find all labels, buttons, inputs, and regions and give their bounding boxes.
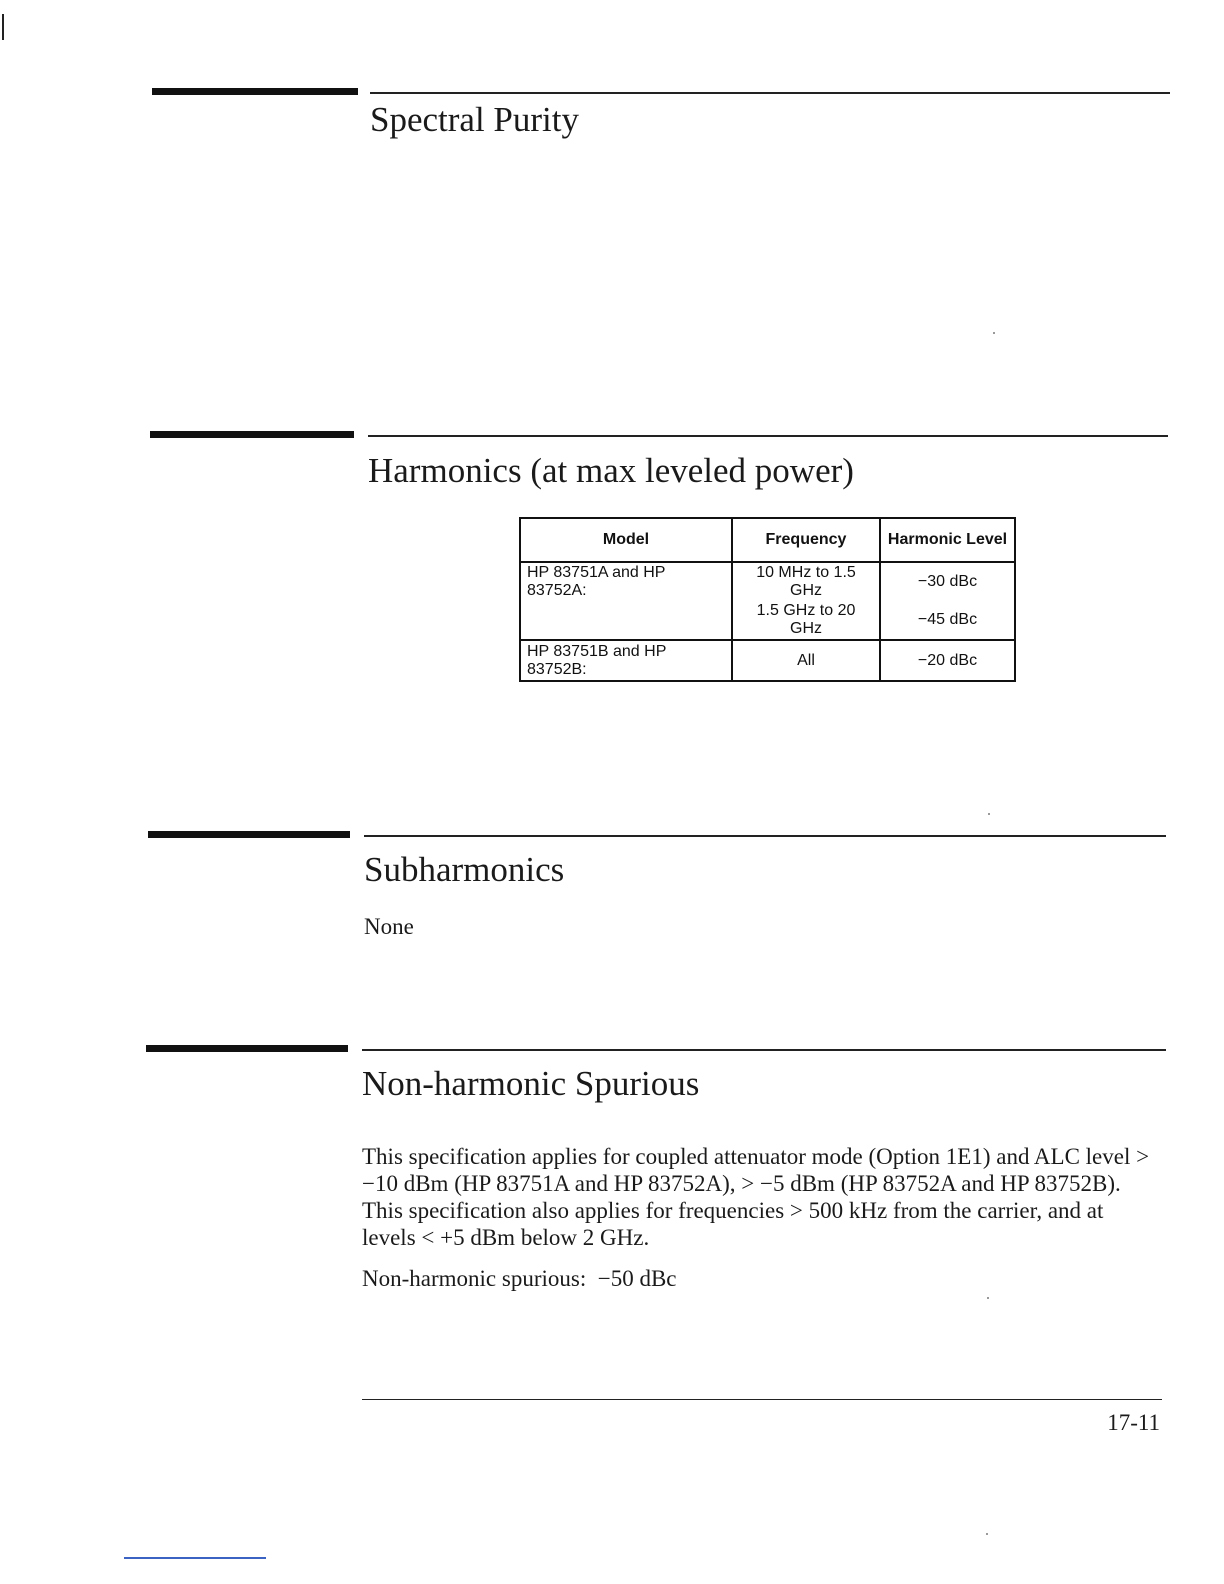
cell-model: HP 83751A and HP 83752A: [520,562,732,601]
cell-frequency: 10 MHz to 1.5 GHz [732,562,880,601]
section-rule-thin [370,92,1170,94]
section-rule-thick [150,431,354,438]
spectral-purity-title: Spectral Purity [370,100,579,139]
table-row [520,601,1015,640]
section-rule-thin [362,1049,1166,1051]
harmonics-table [519,517,1016,682]
footer-rule [362,1399,1162,1400]
page-number: 17-11 [1107,1410,1160,1435]
cell-frequency: 1.5 GHz to 20 GHz [732,601,880,640]
header-frequency: Frequency [732,518,880,562]
subharmonics-value: None [364,914,414,939]
header-harmonic-level: Harmonic Level [880,518,1015,562]
cell-model: HP 83751B and HP 83752B: [520,640,732,681]
table-header-row [520,518,1015,562]
scan-speck [988,813,990,815]
cell-harmonic-level: −20 dBc [880,640,1015,681]
non-harmonic-title: Non-harmonic Spurious [362,1064,700,1103]
harmonics-title: Harmonics (at max leveled power) [368,451,854,490]
scan-speck [987,1297,989,1299]
cell-model [520,601,732,640]
section-rule-thin [364,835,1166,837]
non-harmonic-description: This specification applies for coupled attenuator mode (Option 1E1) and ALC level > −10 dBm (HP 83751A and HP 83752A), > −5 dBm (HP 83752A and HP 83752B). This specification also applies for frequencies > 500 kHz from the carrier, and at levels < +5 dBm below 2 GHz. [362,1144,1150,1250]
scan-speck [993,332,995,334]
cell-harmonic-level: −45 dBc [880,601,1015,640]
scan-speck [986,1533,988,1535]
section-rule-thin [368,435,1168,437]
table-row [520,640,1015,681]
page-edge-mark [2,14,4,40]
cell-harmonic-level: −30 dBc [880,562,1015,601]
non-harmonic-spec-line: Non-harmonic spurious: −50 dBc [362,1266,677,1291]
header-model: Model [520,518,732,562]
cell-frequency: All [732,640,880,681]
section-rule-thick [152,88,358,95]
section-rule-thick [148,831,350,838]
section-rule-thick [146,1045,348,1052]
table-row [520,562,1015,601]
scan-artifact-line [124,1557,266,1559]
subharmonics-title: Subharmonics [364,850,565,889]
